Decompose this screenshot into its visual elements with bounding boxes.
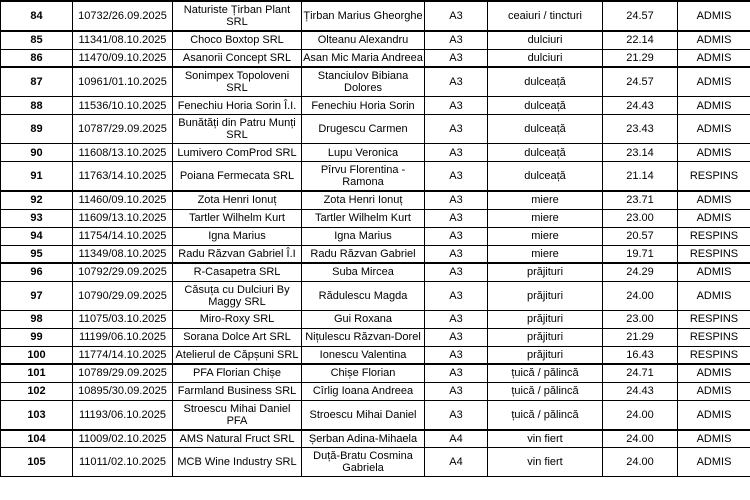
cell-status: RESPINS <box>678 162 750 192</box>
cell-registration: 11470/09.10.2025 <box>73 49 173 67</box>
table-row <box>1 97 750 115</box>
cell-status: ADMIS <box>678 400 750 430</box>
cell-product: țuică / pălincă <box>488 400 603 430</box>
cell-score: 24.00 <box>603 448 678 477</box>
cell-representative: Cîrlig Ioana Andreea <box>302 382 425 400</box>
cell-row-number: 90 <box>1 144 73 162</box>
cell-score: 23.43 <box>603 115 678 144</box>
cell-row-number: 100 <box>1 346 73 364</box>
cell-representative: Chișe Florian <box>302 364 425 382</box>
cell-category: A3 <box>425 263 488 281</box>
cell-score: 23.14 <box>603 144 678 162</box>
cell-product: vin fiert <box>488 448 603 477</box>
table-row <box>1 31 750 49</box>
cell-category: A3 <box>425 400 488 430</box>
cell-registration: 10961/01.10.2025 <box>73 67 173 97</box>
cell-row-number: 97 <box>1 281 73 310</box>
cell-registration: 11608/13.10.2025 <box>73 144 173 162</box>
cell-row-number: 98 <box>1 310 73 328</box>
cell-registration: 10787/29.09.2025 <box>73 115 173 144</box>
cell-company: Farmland Business SRL <box>173 382 302 400</box>
cell-category: A3 <box>425 1 488 31</box>
cell-product: prăjituri <box>488 346 603 364</box>
table-row <box>1 162 750 192</box>
cell-score: 24.00 <box>603 430 678 448</box>
table-row <box>1 430 750 448</box>
cell-score: 21.29 <box>603 49 678 67</box>
cell-category: A3 <box>425 191 488 209</box>
cell-score: 16.43 <box>603 346 678 364</box>
cell-company: Naturiste Țirban Plant SRL <box>173 1 302 31</box>
cell-status: ADMIS <box>678 382 750 400</box>
cell-row-number: 93 <box>1 209 73 227</box>
table-row <box>1 209 750 227</box>
cell-row-number: 89 <box>1 115 73 144</box>
cell-company: Bunătăți din Patru Munți SRL <box>173 115 302 144</box>
cell-status: RESPINS <box>678 346 750 364</box>
cell-product: miere <box>488 191 603 209</box>
table-row <box>1 310 750 328</box>
cell-representative: Tartler Wilhelm Kurt <box>302 209 425 227</box>
cell-product: dulceață <box>488 115 603 144</box>
cell-company: Zota Henri Ionuț <box>173 191 302 209</box>
table-row <box>1 227 750 245</box>
cell-row-number: 94 <box>1 227 73 245</box>
cell-status: ADMIS <box>678 430 750 448</box>
cell-row-number: 101 <box>1 364 73 382</box>
cell-category: A3 <box>425 31 488 49</box>
cell-company: Lumivero ComProd SRL <box>173 144 302 162</box>
cell-status: RESPINS <box>678 227 750 245</box>
cell-product: dulceață <box>488 162 603 192</box>
cell-registration: 11460/09.10.2025 <box>73 191 173 209</box>
cell-representative: Drugescu Carmen <box>302 115 425 144</box>
cell-status: RESPINS <box>678 328 750 346</box>
cell-product: prăjituri <box>488 281 603 310</box>
cell-status: ADMIS <box>678 191 750 209</box>
cell-status: ADMIS <box>678 364 750 382</box>
cell-representative: Stanciulov Bibiana Dolores <box>302 67 425 97</box>
cell-score: 24.00 <box>603 400 678 430</box>
cell-registration: 11009/02.10.2025 <box>73 430 173 448</box>
cell-product: prăjituri <box>488 328 603 346</box>
cell-product: miere <box>488 227 603 245</box>
cell-representative: Radu Răzvan Gabriel <box>302 245 425 263</box>
cell-product: ceaiuri / tincturi <box>488 1 603 31</box>
cell-score: 24.29 <box>603 263 678 281</box>
cell-company: PFA Florian Chișe <box>173 364 302 382</box>
cell-category: A3 <box>425 162 488 192</box>
cell-category: A4 <box>425 430 488 448</box>
cell-status: ADMIS <box>678 263 750 281</box>
cell-company: Sonimpex Topoloveni SRL <box>173 67 302 97</box>
cell-score: 24.71 <box>603 364 678 382</box>
cell-company: Căsuța cu Dulciuri By Maggy SRL <box>173 281 302 310</box>
table-row <box>1 67 750 97</box>
cell-product: dulciuri <box>488 49 603 67</box>
cell-row-number: 103 <box>1 400 73 430</box>
cell-representative: Rădulescu Magda <box>302 281 425 310</box>
table-row <box>1 49 750 67</box>
cell-product: vin fiert <box>488 430 603 448</box>
cell-status: ADMIS <box>678 97 750 115</box>
cell-row-number: 105 <box>1 448 73 477</box>
table-row <box>1 400 750 430</box>
cell-status: ADMIS <box>678 448 750 477</box>
cell-category: A3 <box>425 346 488 364</box>
table-row <box>1 364 750 382</box>
cell-representative: Olteanu Alexandru <box>302 31 425 49</box>
cell-product: miere <box>488 245 603 263</box>
table-row <box>1 115 750 144</box>
cell-score: 23.00 <box>603 209 678 227</box>
cell-registration: 11075/03.10.2025 <box>73 310 173 328</box>
cell-company: Atelierul de Căpșuni SRL <box>173 346 302 364</box>
cell-row-number: 84 <box>1 1 73 31</box>
cell-product: dulceață <box>488 67 603 97</box>
cell-row-number: 87 <box>1 67 73 97</box>
table-row <box>1 245 750 263</box>
cell-row-number: 102 <box>1 382 73 400</box>
cell-representative: Suba Mircea <box>302 263 425 281</box>
cell-status: ADMIS <box>678 281 750 310</box>
cell-registration: 11754/14.10.2025 <box>73 227 173 245</box>
cell-product: țuică / pălincă <box>488 382 603 400</box>
cell-score: 21.14 <box>603 162 678 192</box>
cell-representative: Nițulescu Răzvan-Dorel <box>302 328 425 346</box>
cell-score: 23.71 <box>603 191 678 209</box>
cell-company: AMS Natural Fruct SRL <box>173 430 302 448</box>
cell-representative: Igna Marius <box>302 227 425 245</box>
cell-company: Stroescu Mihai Daniel PFA <box>173 400 302 430</box>
cell-category: A3 <box>425 49 488 67</box>
cell-representative: Zota Henri Ionuț <box>302 191 425 209</box>
cell-category: A3 <box>425 115 488 144</box>
cell-category: A3 <box>425 209 488 227</box>
cell-score: 20.57 <box>603 227 678 245</box>
table-row <box>1 382 750 400</box>
cell-score: 23.00 <box>603 310 678 328</box>
cell-product: dulciuri <box>488 31 603 49</box>
cell-row-number: 91 <box>1 162 73 192</box>
cell-row-number: 104 <box>1 430 73 448</box>
table-row <box>1 281 750 310</box>
cell-category: A3 <box>425 227 488 245</box>
cell-row-number: 86 <box>1 49 73 67</box>
table-row <box>1 263 750 281</box>
cell-registration: 11341/08.10.2025 <box>73 31 173 49</box>
cell-status: ADMIS <box>678 115 750 144</box>
cell-registration: 11349/08.10.2025 <box>73 245 173 263</box>
cell-company: R-Casapetra SRL <box>173 263 302 281</box>
cell-status: RESPINS <box>678 245 750 263</box>
cell-product: țuică / pălincă <box>488 364 603 382</box>
cell-category: A3 <box>425 382 488 400</box>
cell-category: A3 <box>425 364 488 382</box>
cell-score: 24.57 <box>603 1 678 31</box>
cell-category: A3 <box>425 310 488 328</box>
cell-product: miere <box>488 209 603 227</box>
cell-status: ADMIS <box>678 49 750 67</box>
cell-company: Miro-Roxy SRL <box>173 310 302 328</box>
cell-company: MCB Wine Industry SRL <box>173 448 302 477</box>
cell-score: 24.57 <box>603 67 678 97</box>
cell-registration: 11609/13.10.2025 <box>73 209 173 227</box>
cell-representative: Gui Roxana <box>302 310 425 328</box>
cell-registration: 11199/06.10.2025 <box>73 328 173 346</box>
cell-score: 24.00 <box>603 281 678 310</box>
table-row <box>1 328 750 346</box>
table-row <box>1 191 750 209</box>
cell-registration: 10792/29.09.2025 <box>73 263 173 281</box>
cell-registration: 10789/29.09.2025 <box>73 364 173 382</box>
cell-representative: Asan Mic Maria Andreea <box>302 49 425 67</box>
cell-company: Sorana Dolce Art SRL <box>173 328 302 346</box>
cell-score: 22.14 <box>603 31 678 49</box>
cell-category: A3 <box>425 97 488 115</box>
cell-score: 24.43 <box>603 97 678 115</box>
cell-company: Radu Răzvan Gabriel Î.I <box>173 245 302 263</box>
cell-product: dulceață <box>488 97 603 115</box>
cell-category: A3 <box>425 67 488 97</box>
cell-representative: Ionescu Valentina <box>302 346 425 364</box>
cell-row-number: 88 <box>1 97 73 115</box>
cell-row-number: 95 <box>1 245 73 263</box>
cell-company: Tartler Wilhelm Kurt <box>173 209 302 227</box>
cell-status: RESPINS <box>678 310 750 328</box>
table-row <box>1 144 750 162</box>
cell-score: 24.43 <box>603 382 678 400</box>
cell-registration: 10732/26.09.2025 <box>73 1 173 31</box>
cell-registration: 11536/10.10.2025 <box>73 97 173 115</box>
cell-status: ADMIS <box>678 31 750 49</box>
cell-category: A4 <box>425 448 488 477</box>
cell-company: Choco Boxtop SRL <box>173 31 302 49</box>
cell-registration: 11774/14.10.2025 <box>73 346 173 364</box>
cell-row-number: 85 <box>1 31 73 49</box>
cell-status: ADMIS <box>678 67 750 97</box>
cell-product: prăjituri <box>488 263 603 281</box>
table-row <box>1 1 750 31</box>
cell-status: ADMIS <box>678 1 750 31</box>
cell-registration: 11011/02.10.2025 <box>73 448 173 477</box>
cell-score: 21.29 <box>603 328 678 346</box>
cell-company: Fenechiu Horia Sorin Î.I. <box>173 97 302 115</box>
cell-registration: 10895/30.09.2025 <box>73 382 173 400</box>
cell-row-number: 99 <box>1 328 73 346</box>
cell-company: Poiana Fermecata SRL <box>173 162 302 192</box>
table-row <box>1 448 750 477</box>
cell-status: ADMIS <box>678 209 750 227</box>
cell-registration: 11193/06.10.2025 <box>73 400 173 430</box>
cell-row-number: 92 <box>1 191 73 209</box>
cell-representative: Țirban Marius Gheorghe <box>302 1 425 31</box>
results-table-body <box>1 1 750 477</box>
cell-representative: Duță-Bratu Cosmina Gabriela <box>302 448 425 477</box>
cell-category: A3 <box>425 281 488 310</box>
cell-registration: 11763/14.10.2025 <box>73 162 173 192</box>
cell-category: A3 <box>425 144 488 162</box>
cell-representative: Șerban Adina-Mihaela <box>302 430 425 448</box>
cell-representative: Fenechiu Horia Sorin <box>302 97 425 115</box>
cell-score: 19.71 <box>603 245 678 263</box>
table-row <box>1 346 750 364</box>
cell-status: ADMIS <box>678 144 750 162</box>
cell-representative: Stroescu Mihai Daniel <box>302 400 425 430</box>
cell-category: A3 <box>425 328 488 346</box>
cell-row-number: 96 <box>1 263 73 281</box>
cell-registration: 10790/29.09.2025 <box>73 281 173 310</box>
cell-representative: Pîrvu Florentina - Ramona <box>302 162 425 192</box>
cell-company: Igna Marius <box>173 227 302 245</box>
cell-company: Asanorii Concept SRL <box>173 49 302 67</box>
cell-product: prăjituri <box>488 310 603 328</box>
cell-category: A3 <box>425 245 488 263</box>
cell-product: dulceață <box>488 144 603 162</box>
cell-representative: Lupu Veronica <box>302 144 425 162</box>
